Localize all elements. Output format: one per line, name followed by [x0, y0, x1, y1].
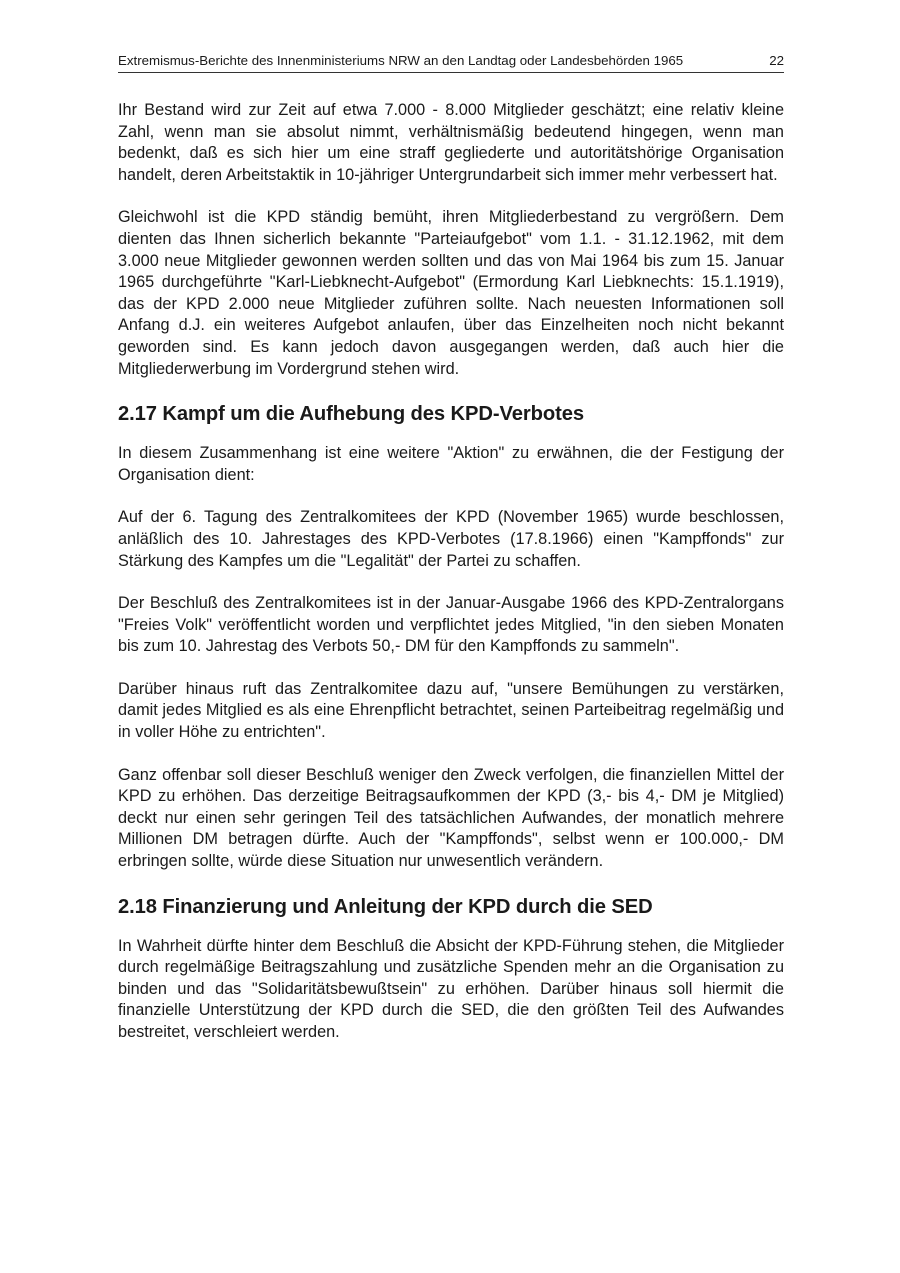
paragraph: Darüber hinaus ruft das Zentralkomitee dazu auf, "unsere Bemühungen zu verstärken, damit jedes Mitglied es als eine Ehrenpflicht betrachtet, seinen Parteibeitrag regelmäßig und in voller Höhe zu entrichten".	[118, 679, 784, 742]
paragraph: Gleichwohl ist die KPD ständig bemüht, ihren Mitgliederbestand zu vergrößern. Dem dienten das Ihnen sicherlich bekannte "Parteiaufgebot" vom 1.1. - 31.12.1962, mit dem 3.000 neue Mitglieder gewonnen werden sollten und das von Mai 1964 bis zum 15. Januar 1965 durchgeführte "Karl-Liebknecht-Aufgebot" (Ermordung Karl Liebknechts: 15.1.1919), das der KPD 2.000 neue Mitglieder zuführen sollte. Nach neuesten Informationen soll Anfang d.J. ein weiteres Aufgebot anlaufen, über das Einzelheiten noch nicht bekannt geworden sind. Es kann jedoch davon ausgegangen werden, daß auch hier die Mitgliederwerbung im Vordergrund stehen wird.	[118, 208, 784, 378]
document-body	[118, 100, 784, 1065]
paragraph: In Wahrheit dürfte hinter dem Beschluß die Absicht der KPD-Führung stehen, die Mitglieder durch regelmäßige Beitragszahlung und zusätzliche Spenden mehr an die Organisation zu binden und das "Solidaritätsbewußtsein" zu erhöhen. Darüber hinaus soll hiermit die finanzielle Unterstützung der KPD durch die SED, die den größten Teil des Aufwandes bestreitet, verschleiert werden.	[118, 936, 784, 1041]
page-header	[118, 52, 784, 73]
page-number: 22	[769, 53, 784, 68]
paragraph: Auf der 6. Tagung des Zentralkomitees der KPD (November 1965) wurde beschlossen, anläßlich des 10. Jahrestages des KPD-Verbotes (17.8.1966) einen "Kampffonds" zur Stärkung des Kampfes um die "Legalität" der Partei zu schaffen.	[118, 508, 784, 570]
section-heading: 2.18 Finanzierung und Anleitung der KPD durch die SED	[118, 895, 653, 918]
section-heading: 2.17 Kampf um die Aufhebung des KPD-Verbotes	[118, 403, 584, 426]
paragraph: Der Beschluß des Zentralkomitees ist in der Januar-Ausgabe 1966 des KPD-Zentralorgans "Freies Volk" veröffentlicht worden und verpflichtet jedes Mitglied, "in den sieben Monaten bis zum 10. Jahrestag des Verbots 50,- DM für den Kampffonds zu sammeln".	[118, 594, 784, 656]
running-title: Extremismus-Berichte des Innenministeriums NRW an den Landtag oder Landesbehörden 1965	[118, 53, 684, 68]
paragraph: In diesem Zusammenhang ist eine weitere "Aktion" zu erwähnen, die der Festigung der Organisation dient:	[118, 444, 784, 484]
paragraph: Ganz offenbar soll dieser Beschluß weniger den Zweck verfolgen, die finanziellen Mittel der KPD zu erhöhen. Das derzeitige Beitragsaufkommen der KPD (3,- bis 4,- DM je Mitglied) deckt nur einen sehr geringen Teil des tatsächlichen Aufwandes, der monatlich mehrere Millionen DM betragen dürfte. Auch der "Kampffonds", selbst wenn er 100.000,- DM erbringen sollte, würde diese Situation nur unwesentlich verändern.	[118, 765, 784, 871]
paragraph: Ihr Bestand wird zur Zeit auf etwa 7.000 - 8.000 Mitglieder geschätzt; eine relativ kleine Zahl, wenn man sie absolut nimmt, verhältnismäßig bedeutend hingegen, wenn man bedenkt, daß es sich hier um eine straff gegliederte und autoritätshörige Organisation handelt, deren Arbeitstaktik in 10-jähriger Untergrundarbeit sich immer mehr verbessert hat.	[118, 101, 784, 184]
